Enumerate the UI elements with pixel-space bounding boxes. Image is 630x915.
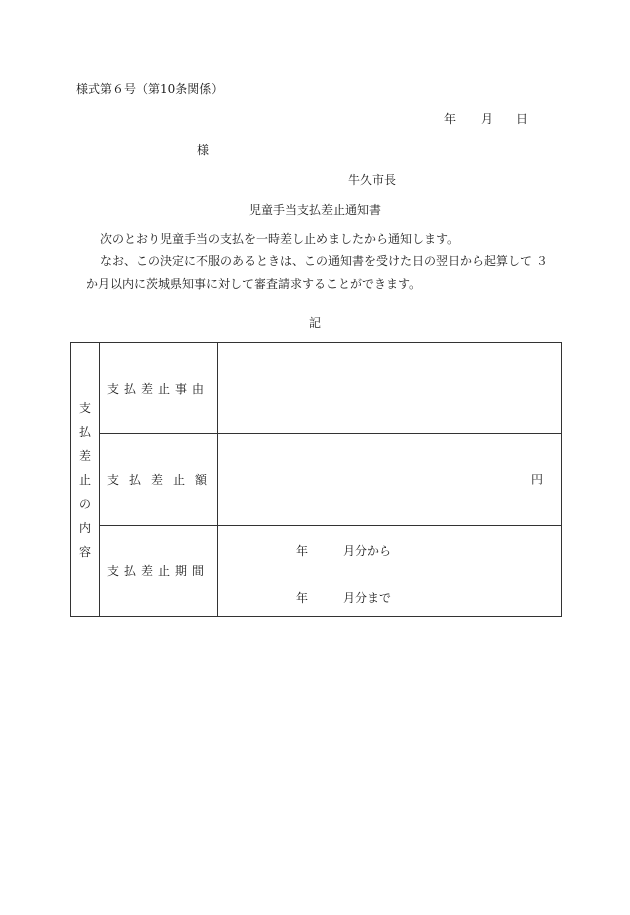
reason-label: 支 払 差 止 事 由 [100,343,218,434]
amount-label: 支 払 差 止 額 [100,434,218,525]
period-field[interactable] [218,525,562,616]
side-header-char: の [78,496,91,511]
table-row [71,343,562,434]
body-text-line-1: 次のとおり児童手当の支払を一時差し止めましたから通知します。 [100,232,460,246]
side-header-char: 払 [78,424,91,439]
date-month-label: 月 [481,112,494,126]
table-row [71,525,562,616]
amount-field[interactable] [218,434,562,525]
body-text-line-3: か月以内に茨城県知事に対して審査請求することができます。 [86,277,422,291]
issuer: 牛久市長 [348,173,397,187]
side-header-char: 差 [78,448,91,463]
side-header-char: 支 [78,400,91,415]
document-title: 児童手当支払差止通知書 [249,203,382,217]
recipient-suffix: 様 [197,143,210,157]
record-label: 記 [309,316,322,330]
side-header-char: 止 [78,472,91,487]
side-header [71,343,100,617]
period-from: 年 月分から [296,543,392,558]
suspension-details-table [70,342,562,617]
period-to: 年 月分まで [296,590,392,605]
period-label: 支 払 差 止 期 間 [100,525,218,616]
body-text-line-2: なお、この決定に不服のあるときは、この通知書を受けた日の翌日から起算して ３ [100,254,548,268]
date-day-label: 日 [516,112,529,126]
date-year-label: 年 [444,112,457,126]
side-header-char: 容 [78,544,91,559]
side-header-char: 内 [78,520,91,535]
yen-unit: 円 [530,472,543,487]
reason-field[interactable] [218,343,562,434]
form-number: 様式第６号（第10条関係） [76,82,224,96]
table-row [71,434,562,525]
